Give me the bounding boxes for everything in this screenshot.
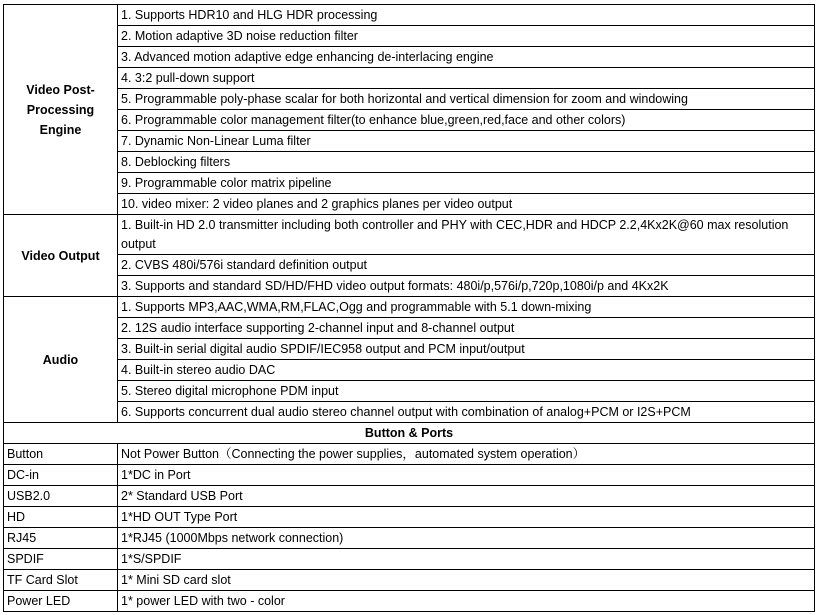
port-name: RJ45 [4,528,118,549]
table-row [4,110,815,131]
port-name: Button [4,444,118,465]
feature-item: 8. Deblocking filters [118,152,815,173]
feature-item: 2. CVBS 480i/576i standard definition output [118,255,815,276]
port-value: 1*HD OUT Type Port [118,507,815,528]
feature-item: 3. Built-in serial digital audio SPDIF/IEC958 output and PCM input/output [118,339,815,360]
table-row [4,507,815,528]
table-row [4,318,815,339]
feature-item: 5. Stereo digital microphone PDM input [118,381,815,402]
port-value: 1* Mini SD card slot [118,570,815,591]
table-row [4,465,815,486]
table-row [4,5,815,26]
feature-item: 4. 3:2 pull-down support [118,68,815,89]
table-row [4,444,815,465]
feature-item: 6. Supports concurrent dual audio stereo channel output with combination of analog+PCM or I2S+PCM [118,402,815,423]
table-row [4,339,815,360]
feature-item: 9. Programmable color matrix pipeline [118,173,815,194]
port-name: HD [4,507,118,528]
table-row [4,68,815,89]
port-value: 1* power LED with two - color [118,591,815,612]
port-value: 1*RJ45 (1000Mbps network connection) [118,528,815,549]
feature-item: 2. 12S audio interface supporting 2-channel input and 8-channel output [118,318,815,339]
table-row [4,549,815,570]
table-row [4,26,815,47]
table-row [4,131,815,152]
table-row [4,152,815,173]
table-row [4,276,815,297]
section-title-audio: Audio [4,297,118,423]
port-name: DC-in [4,465,118,486]
port-name: TF Card Slot [4,570,118,591]
table-row [4,423,815,444]
feature-item: 3. Advanced motion adaptive edge enhancing de-interlacing engine [118,47,815,68]
port-value: 1*DC in Port [118,465,815,486]
table-row [4,47,815,68]
port-value: 1*S/SPDIF [118,549,815,570]
feature-item: 1. Built-in HD 2.0 transmitter including both controller and PHY with CEC,HDR and HDCP 2.2,4Kx2K@60 max resolution output [118,215,815,255]
port-name: SPDIF [4,549,118,570]
spec-table [3,4,815,612]
table-row [4,255,815,276]
port-value: 2* Standard USB Port [118,486,815,507]
port-value: Not Power Button（Connecting the power supplies，automated system operation） [118,444,815,465]
table-row [4,486,815,507]
feature-item: 6. Programmable color management filter(to enhance blue,green,red,face and other colors) [118,110,815,131]
table-row [4,528,815,549]
feature-item: 1. Supports HDR10 and HLG HDR processing [118,5,815,26]
ports-header: Button & Ports [4,423,815,444]
port-name: Power LED [4,591,118,612]
feature-item: 2. Motion adaptive 3D noise reduction filter [118,26,815,47]
table-row [4,381,815,402]
table-row [4,173,815,194]
port-name: USB2.0 [4,486,118,507]
section-title-video-output: Video Output [4,215,118,297]
feature-item: 5. Programmable poly-phase scalar for both horizontal and vertical dimension for zoom and windowing [118,89,815,110]
table-row [4,194,815,215]
table-row [4,402,815,423]
table-row [4,570,815,591]
table-row [4,297,815,318]
table-row [4,215,815,255]
section-title-video-post-processing: Video Post-Processing Engine [4,5,118,215]
feature-item: 4. Built-in stereo audio DAC [118,360,815,381]
table-row [4,89,815,110]
feature-item: 10. video mixer: 2 video planes and 2 graphics planes per video output [118,194,815,215]
feature-item: 7. Dynamic Non-Linear Luma filter [118,131,815,152]
feature-item: 1. Supports MP3,AAC,WMA,RM,FLAC,Ogg and programmable with 5.1 down-mixing [118,297,815,318]
table-row [4,591,815,612]
table-row [4,360,815,381]
feature-item: 3. Supports and standard SD/HD/FHD video output formats: 480i/p,576i/p,720p,1080i/p and 4Kx2K [118,276,815,297]
